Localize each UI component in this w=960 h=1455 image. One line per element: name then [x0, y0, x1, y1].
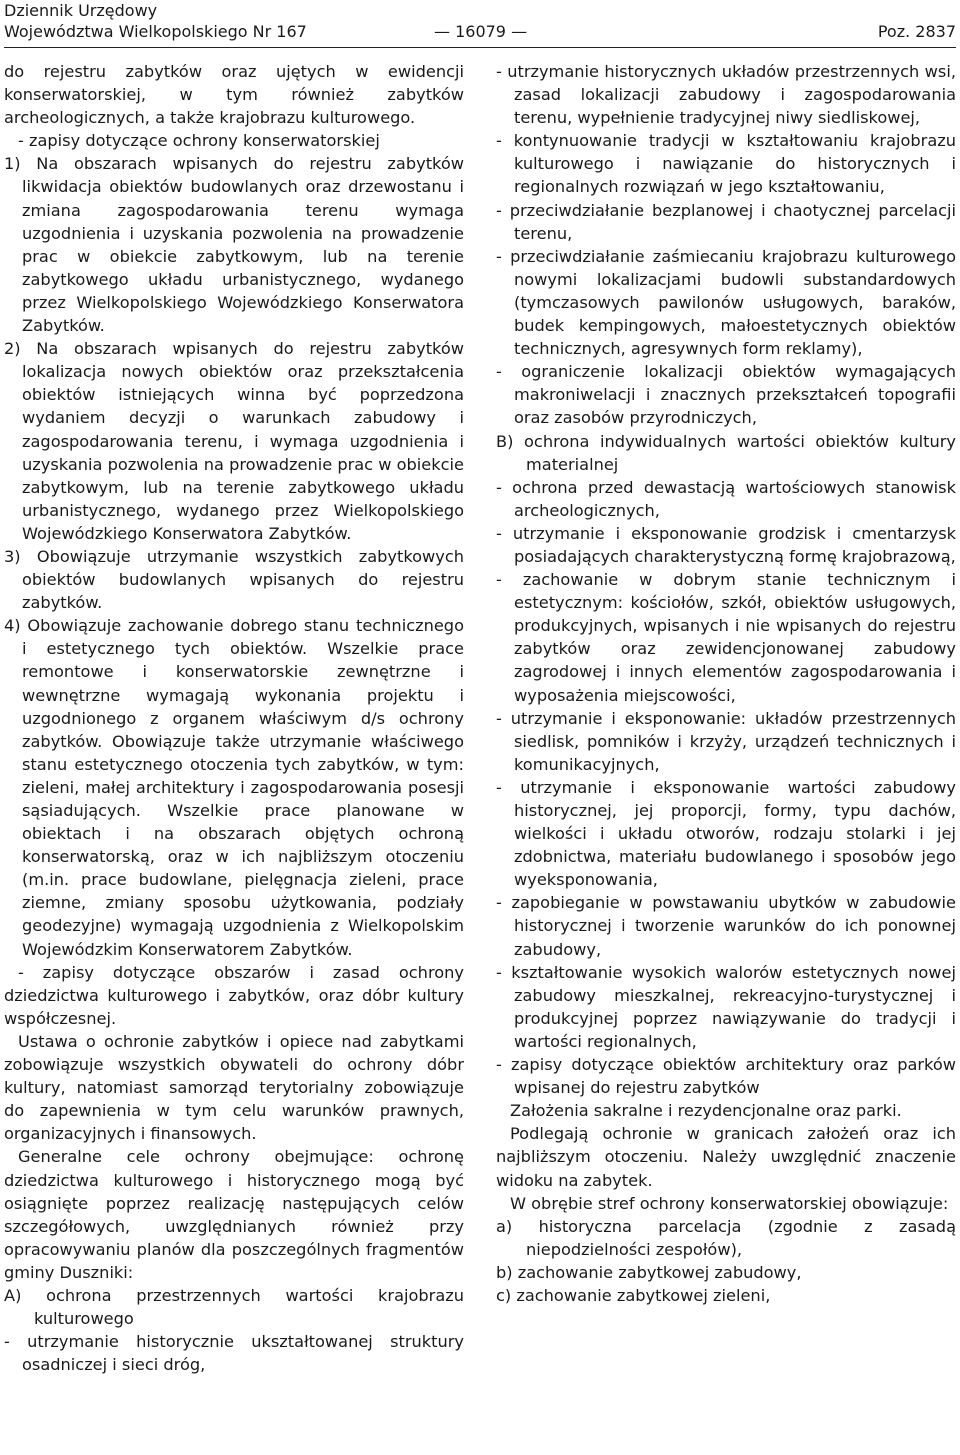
paragraph: - ochrona przed dewastacją wartościowych stanowisk archeologicznych, [496, 477, 956, 520]
paragraph: - zachowanie w dobrym stanie technicznym i estetycznym: kościołów, szkół, obiektów usługowych, produkcyjnych, wpisanych i nie wpisanych do rejestru zabytków oraz zewidencjonowanej zabudowy zagrodowej i innych elementów zagospodarowania i wyposażenia miejscowości, [496, 570, 956, 705]
paragraph: - zapisy dotyczące obiektów architektury oraz parków wpisanej do rejestru zabytków [496, 1055, 956, 1098]
paragraph: Generalne cele ochrony obejmujące: ochronę dziedzictwa kulturowego i historycznego mogą być osiągnięte poprzez realizację następujących celów szczegółowych, uwzględnianych również przy opracowywaniu planów dla poszczególnych fragmentów gminy Duszniki: [4, 1147, 464, 1282]
paragraph: 2) Na obszarach wpisanych do rejestru zabytków lokalizacja nowych obiektów oraz przekształcenia obiektów istniejących winna być poprzedzona wydaniem decyzji o warunkach zabudowy i zagospodarowania terenu, i wymaga uzgodnienia i uzyskania pozwolenia na prowadzenie prac w obiekcie zabytkowym, lub na terenie zabytkowego układu urbanistycznego, wydanego przez Wielkopolskiego Wojewódzkiego Konserwatora Zabytków. [4, 339, 464, 543]
paragraph: - przeciwdziałanie zaśmiecaniu krajobrazu kulturowego nowymi lokalizacjami budowli substandardowych (tymczasowych pawilonów usługowych, baraków, budek kempingowych, małoestetycznych obiektów technicznych, agresywnych form reklamy), [496, 246, 956, 359]
paragraph: - zapisy dotyczące obszarów i zasad ochrony dziedzictwa kulturowego i zabytków, oraz dóbr kultury współczesnej. [4, 962, 464, 1028]
paragraph: W obrębie stref ochrony konserwatorskiej obowiązuje: [510, 1193, 949, 1213]
publication-title [4, 0, 307, 42]
paragraph: - zapobieganie w powstawaniu ubytków w zabudowie historycznej i tworzenie warunków do ich ponownej zabudowy, [496, 893, 956, 959]
paragraph: - kształtowanie wysokich walorów estetycznych nowej zabudowy mieszkalnej, rekreacyjno-turystycznej i produkcyjnej poprzez nawiązywanie do tradycji i wartości regionalnych, [496, 962, 956, 1051]
paragraph: - utrzymanie i eksponowanie: układów przestrzennych siedlisk, pomników i krzyży, urządzeń technicznych i komunikacyjnych, [496, 708, 956, 774]
paragraph: 4) Obowiązuje zachowanie dobrego stanu technicznego i estetycznego tych obiektów. Wszelkie prace remontowe i konserwatorskie zewnętrzne i wewnętrzne wymagają wykonania projektu i uzgodnionego z organem właściwym d/s ochrony zabytków. Obowiązuje także utrzymanie właściwego stanu estetycznego otoczenia tych zabytków, w tym: zieleni, małej architektury i zagospodarowania posesji sąsiadujących. Wszelkie prace planowane w obiektach i na obszarach objętych ochroną konserwatorską, oraz w ich najbliższym otoczeniu (m.in. prace budowlane, pielęgnacja zieleni, prace ziemne, zmiany sposobu użytkowania, podziały geodezyjne) wymagają uzgodnienia z Wielkopolskim Wojewódzkim Konserwatorem Zabytków. [4, 616, 464, 959]
paragraph: - utrzymanie i eksponowanie grodzisk i cmentarzysk posiadających charakterystyczną formę krajobrazową, [496, 523, 956, 566]
publication-title-line1: Dziennik Urzędowy [4, 1, 158, 20]
paragraph: - utrzymanie historycznie ukształtowanej struktury osadniczej i sieci dróg, [4, 1332, 464, 1375]
page-number: — 16079 — [434, 22, 528, 41]
right-column [496, 60, 956, 1307]
paragraph: A) ochrona przestrzennych wartości krajobrazu kulturowego [4, 1285, 464, 1329]
header-rule [4, 47, 956, 48]
paragraph: c) zachowanie zabytkowej zieleni, [496, 1285, 771, 1305]
paragraph: Założenia sakralne i rezydencjonalne oraz parki. [510, 1101, 902, 1121]
paragraph: b) zachowanie zabytkowej zabudowy, [496, 1262, 802, 1282]
paragraph: 3) Obowiązuje utrzymanie wszystkich zabytkowych obiektów budowlanych wpisanych do rejestru zabytków. [4, 546, 464, 613]
paragraph: do rejestru zabytków oraz ujętych w ewidencji konserwatorskiej, w tym również zabytków archeologicznych, a także krajobrazu kulturowego. [4, 62, 464, 128]
left-column [4, 60, 464, 1376]
paragraph: - utrzymanie i eksponowanie wartości zabudowy historycznej, jej proporcji, formy, typu dachów, wielkości i układu otworów, rodzaju stolarki i jej zdobnictwa, materiału budowlanego i sposobów jego wyeksponowania, [496, 777, 956, 890]
paragraph: B) ochrona indywidualnych wartości obiektów kultury materialnej [496, 431, 956, 474]
paragraph: a) historyczna parcelacja (zgodnie z zasadą niepodzielności zespołów), [496, 1216, 956, 1259]
paragraph: Podlegają ochronie w granicach założeń oraz ich najbliższym otoczeniu. Należy uwzględnić znaczenie widoku na zabytek. [496, 1124, 956, 1190]
paragraph: 1) Na obszarach wpisanych do rejestru zabytków likwidacja obiektów budowlanych oraz drzewostanu i zmiana zagospodarowania terenu wymaga uzgodnienia i uzyskania pozwolenia na prowadzenie prac w obiekcie zabytkowym, lub na terenie zabytkowego układu urbanistycznego, wydanego przez Wielkopolskiego Wojewódzkiego Konserwatora Zabytków. [4, 154, 464, 336]
publication-title-line2: Województwa Wielkopolskiego Nr 167 [4, 22, 307, 41]
position-number: Poz. 2837 [877, 22, 956, 41]
page-header [4, 0, 956, 46]
paragraph: - kontynuowanie tradycji w kształtowaniu krajobrazu kulturowego i nawiązanie do historycznych i regionalnych rozwiązań w jego kształtowaniu, [496, 131, 956, 197]
paragraph: - przeciwdziałanie bezplanowej i chaotycznej parcelacji terenu, [496, 200, 956, 243]
paragraph: - ograniczenie lokalizacji obiektów wymagających makroniwelacji i znacznych przekształceń topografii oraz zasobów przyrodniczych, [496, 362, 956, 428]
paragraph: - utrzymanie historycznych układów przestrzennych wsi, zasad lokalizacji zabudowy i zagospodarowania terenu, wypełnienie tradycyjnej niwy siedliskowej, [496, 62, 956, 128]
paragraph: - zapisy dotyczące ochrony konserwatorskiej [18, 131, 380, 151]
paragraph: Ustawa o ochronie zabytków i opiece nad zabytkami zobowiązuje wszystkich obywateli do ochrony dóbr kultury, natomiast samorząd terytorialny zobowiązuje do zapewnienia w tym celu warunków prawnych, organizacyjnych i finansowych. [4, 1031, 464, 1144]
